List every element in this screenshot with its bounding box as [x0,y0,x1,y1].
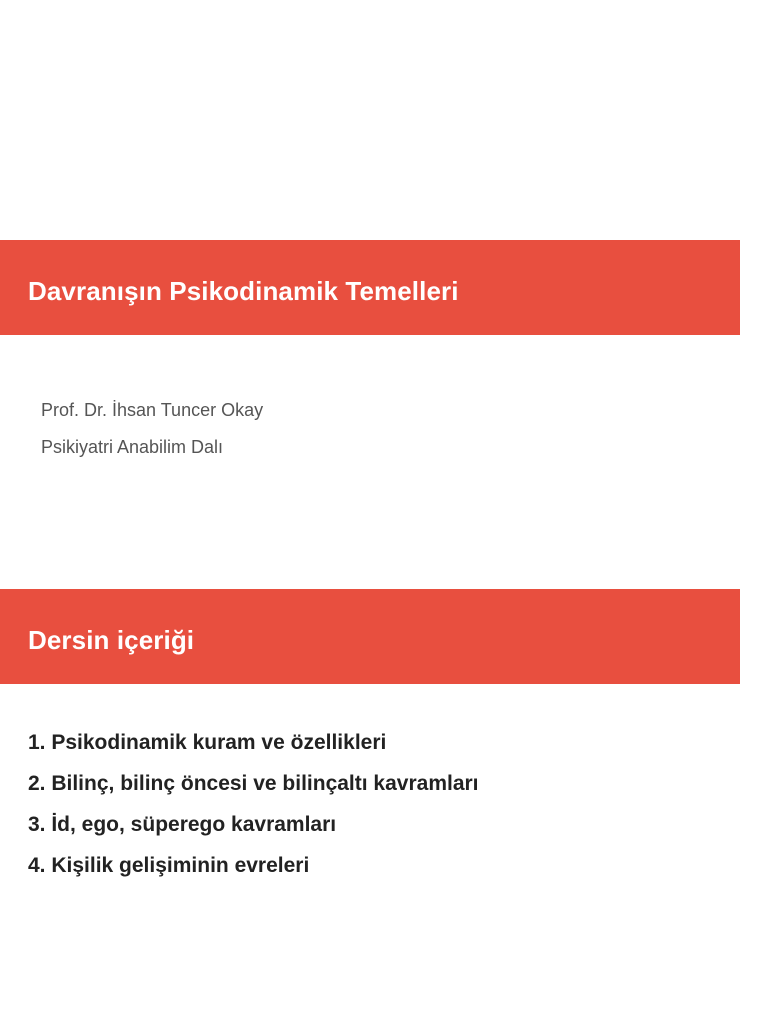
list-item: 3. İd, ego, süperego kavramları [28,813,337,836]
list-item: 2. Bilinç, bilinç öncesi ve bilinçaltı kavramları [28,772,479,795]
author-block [41,392,263,466]
contents-list [28,724,479,888]
slide-title: Davranışın Psikodinamik Temelleri [28,276,459,306]
author-name: Prof. Dr. İhsan Tuncer Okay [41,400,264,420]
list-item: 4. Kişilik gelişiminin evreleri [28,854,310,877]
contents-banner [0,589,740,684]
title-banner [0,240,740,335]
contents-heading: Dersin içeriği [28,625,195,655]
department-name: Psikiyatri Anabilim Dalı [41,437,224,457]
list-item: 1. Psikodinamik kuram ve özellikleri [28,731,387,754]
